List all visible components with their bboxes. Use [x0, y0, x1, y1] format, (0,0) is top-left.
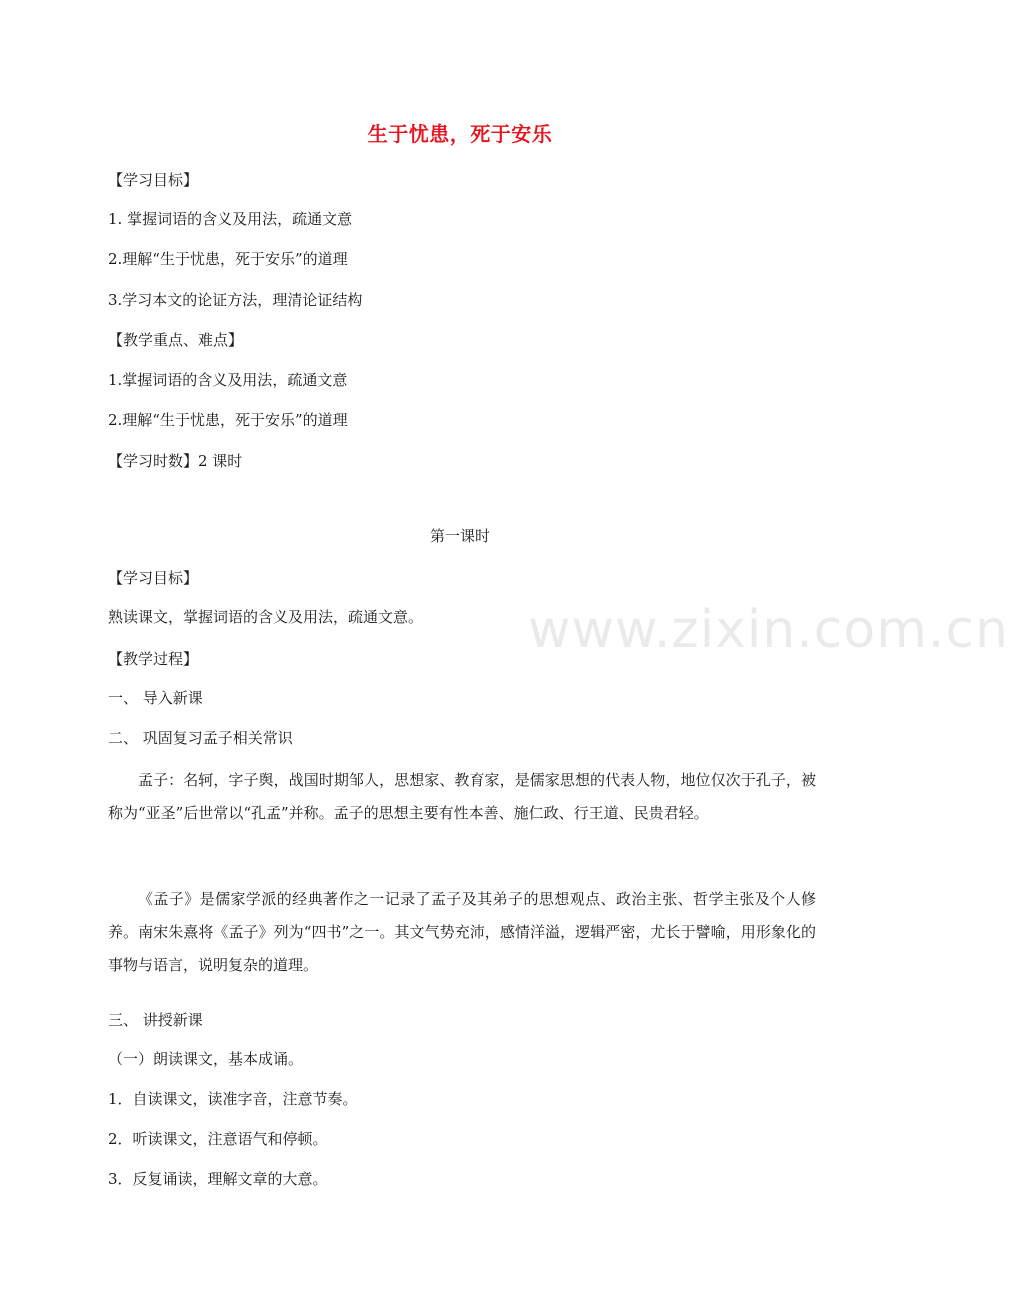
lesson-heading: 第一课时: [429, 527, 490, 545]
list-item: 3．反复诵读，理解文章的大意。: [108, 1170, 328, 1188]
key-points-heading: 【教学重点、难点】: [108, 331, 244, 349]
objective-item: 3.学习本文的论证方法，理清论证结构: [108, 291, 363, 309]
lesson-objective: 熟读课文，掌握词语的含义及用法，疏通文意。: [108, 608, 424, 626]
sub-step: （一）朗读课文，基本成诵。: [108, 1050, 304, 1068]
objectives-heading: 【学习目标】: [108, 171, 199, 189]
key-point-item: 2.理解“生于忧患，死于安乐”的道理: [108, 411, 348, 429]
objective-item: 2.理解“生于忧患，死于安乐”的道理: [108, 250, 348, 268]
key-point-item: 1.掌握词语的含义及用法，疏通文意: [108, 371, 348, 389]
watermark: www.zixin.com.cn: [528, 600, 1009, 660]
mencius-book-paragraph: 《孟子》是儒家学派的经典著作之一记录了孟子及其弟子的思想观点、政治主张、哲学主张及个人修养。南宋朱熹将《孟子》列为“四书”之一。其文气势充沛，感情洋溢，逻辑严密，尤长于譬喻，用形象化的事物与语言，说明复杂的道理。: [108, 890, 816, 974]
lesson-objectives-heading: 【学习目标】: [108, 569, 199, 587]
study-hours: 【学习时数】2 课时: [108, 452, 243, 470]
objective-item: 1. 掌握词语的含义及用法，疏通文意: [108, 210, 353, 228]
list-item: 2．听读课文，注意语气和停顿。: [108, 1130, 328, 1148]
list-item: 1．自读课文，读准字音，注意节奏。: [108, 1090, 358, 1108]
process-heading: 【教学过程】: [108, 650, 199, 668]
document-title: 生于忧患，死于安乐: [367, 122, 553, 146]
mencius-paragraph: 孟子：名轲，字子舆，战国时期邹人，思想家、教育家，是儒家思想的代表人物，地位仅次于孔子，被称为“亚圣”后世常以“孔孟”并称。孟子的思想主要有性本善、施仁政、行王道、民贵君轻。: [108, 771, 816, 822]
process-step: 二、 巩固复习孟子相关常识: [108, 729, 293, 747]
process-step: 一、 导入新课: [108, 689, 203, 707]
process-step: 三、 讲授新课: [108, 1011, 203, 1029]
